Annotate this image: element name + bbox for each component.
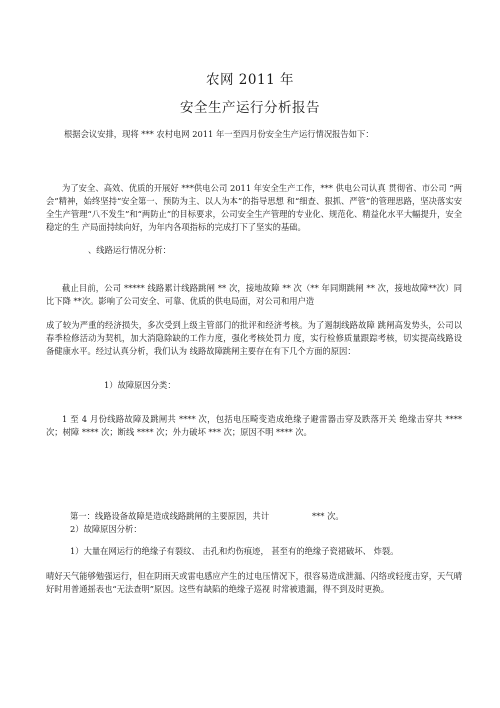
paragraph-insulator-detail: 晴好天气能够勉强运行，但在阴雨天或雷电感应产生的过电压情况下，很容易造成泄漏、闪络或轻度击穿，天气晴好时用普通摇表也“无法查明”原因。这些有缺陷的绝缘子巡视 时常被遗漏，得不到及时更换。 <box>46 571 462 594</box>
report-title-line2: 安全生产运行分析报告 <box>180 100 320 116</box>
subheading-cause-classification: 1）故障原因分类： <box>104 380 176 390</box>
line-insulator-defects: 1）大量在网运行的绝缘子有裂纹、 击孔和灼伤痕迹， 甚至有的绝缘子瓷裙破坏、 炸裂。 <box>70 546 399 556</box>
intro-line: 根据会议安排，现将 *** 农村电网 2011 年一至四月份安全生产运行情况报告如下： <box>64 129 374 139</box>
main-cause-text: 第一：线路设备故障是造成线路跳闸的主要原因，共计 <box>70 511 270 521</box>
main-cause-count: *** 次。 <box>312 511 344 521</box>
subheading-cause-analysis: 2）故障原因分析： <box>70 524 142 534</box>
paragraph-trip-stats: 截止目前，公司 ***** 线路累计线路跳闸 ** 次，接地故障 ** 次（** 年同期跳闸 ** 次，接地故障**次）同比下降 **次。影响了公司安全、可靠、优质的供电局面，对公司和用户造 <box>46 283 462 306</box>
report-title-line1: 农网 2011 年 <box>206 72 294 88</box>
section-heading-line-analysis: 、线路运行情况分析： <box>88 245 171 255</box>
paragraph-losses: 成了较为严重的经济损失，多次受到上级主管部门的批评和经济考核。为了遏制线路故障 跳闸高发势头，公司以春季检修活动为契机，加大消隐除缺的工作力度，强化考核处罚力 度，实行检修质量跟踪考核，切实提高线路设备健康水平。经过认真分析，我们认为 线路故障跳闸主要存在有下几个方面的原因： <box>46 320 462 356</box>
paragraph-cause-counts: 1 至 4 月份线路故障及跳闸共 **** 次，包括电压畸变造成绝缘子避雷器击穿及跌落开关 绝缘击穿共 **** 次；树障 **** 次；断线 **** 次；外力破坏 *** 次；原因不明 **** 次。 <box>46 414 462 437</box>
paragraph-overview: 为了安全、高效、优质的开展好 ***供电公司 2011 年安全生产工作，*** 供电公司认真 贯彻省、市公司 “两会”精神，始终坚持“安全第一、预防为主、以人为本”的指导思想 和“细查、狠抓、严管”的管理思路，坚决落实安全生产管理“八不发生”和“两防止”的目标要求，公司安全生产管理的专业化、规范化、精益化水平大幅提升，安全稳定的生 产局面持续向好，为年内各项指标的完成打下了坚实的基础。 <box>46 183 462 232</box>
line-main-cause <box>70 510 269 523</box>
